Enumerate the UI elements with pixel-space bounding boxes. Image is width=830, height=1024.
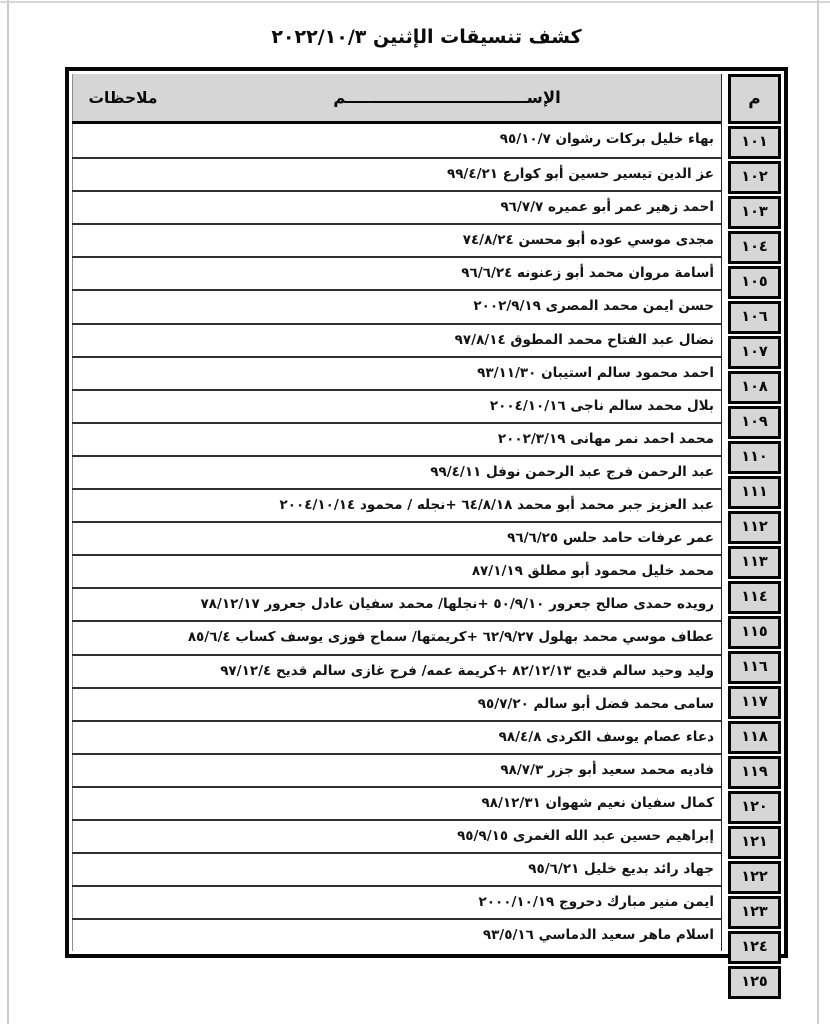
serial-cell: ١٠٤ (728, 231, 781, 264)
table-row (72, 687, 721, 720)
name-column-header: الإســــــــــــــــــــــــــــــــم (333, 88, 561, 107)
notes-cell (72, 391, 173, 422)
name-cell: دعاء عصام يوسف الكردى ٩٨/٤/٨ (498, 728, 714, 745)
notes-cell (72, 689, 173, 720)
notes-cell (72, 258, 173, 289)
serial-cell: ١٢٠ (728, 791, 781, 824)
notes-cell (72, 159, 173, 190)
serial-cell: ١٠٣ (728, 196, 781, 229)
name-cell: وليد وحيد سالم قديح ٨٢/١٢/١٣ +كريمة عمه/ فرح غازى سالم قديح ٩٧/١٢/٤ (220, 662, 714, 679)
serial-cell: ١٠٨ (728, 371, 781, 404)
notes-cell (72, 589, 173, 620)
table-row (72, 786, 721, 819)
serial-cell: ١٠٩ (728, 406, 781, 439)
table-header-row (72, 74, 721, 124)
name-cell: نضال عبد الفتاح محمد المطوق ٩٧/٨/١٤ (454, 331, 714, 348)
table-row (72, 885, 721, 918)
document-title: كشف تنسيقات الإثنين ٢٠٢٢/١٠/٣ (271, 26, 582, 48)
notes-cell (72, 457, 173, 488)
name-cell: كمال سفيان نعيم شهوان ٩٨/١٢/٣١ (481, 794, 714, 811)
table-row (72, 488, 721, 521)
serial-cell: ١١٥ (728, 616, 781, 649)
serial-cell: ١٢٥ (728, 966, 781, 999)
name-cell: إبراهيم حسين عبد الله الغمرى ٩٥/٩/١٥ (457, 827, 714, 844)
serial-cell: ١٠٧ (728, 336, 781, 369)
notes-column-header: ملاحظات (72, 74, 173, 121)
name-notes-area (72, 74, 722, 951)
notes-cell (72, 622, 173, 653)
notes-cell (72, 291, 173, 322)
table-row (72, 356, 721, 389)
table-row (72, 289, 721, 322)
name-cell: ايمن منير مبارك دحروج ٢٠٠٠/١٠/١٩ (478, 894, 714, 911)
notes-cell (72, 821, 173, 852)
serial-cell: ١١٦ (728, 651, 781, 684)
notes-cell (72, 192, 173, 223)
scan-edge-right (817, 0, 819, 1024)
scan-edge-top (0, 1, 830, 3)
serial-cell: ١٠٢ (728, 161, 781, 194)
table-row (72, 620, 721, 653)
name-cell: عبد العزيز جبر محمد أبو محمد ٦٤/٨/١٨ +نجله / محمود ٢٠٠٤/١٠/١٤ (279, 497, 714, 514)
name-cell: أسامة مروان محمد أبو زعنونه ٩٦/٦/٢٤ (461, 265, 714, 282)
table-row (72, 918, 721, 951)
table-row (72, 720, 721, 753)
name-cell: عطاف موسي محمد بهلول ٦٢/٩/٢٧ +كريمتها/ سماح فوزى يوسف كساب ٨٥/٦/٤ (187, 629, 714, 646)
serial-cell: ١١٠ (728, 441, 781, 474)
table-row (72, 554, 721, 587)
table-row (72, 256, 721, 289)
serial-cell: ١١٨ (728, 721, 781, 754)
notes-cell (72, 755, 173, 786)
name-cell: جهاد رائد بديع خليل ٩٥/٦/٢١ (528, 861, 714, 878)
table-row (72, 323, 721, 356)
serial-cell: ١٢٢ (728, 861, 781, 894)
notes-cell (72, 656, 173, 687)
serial-cell: ١١١ (728, 476, 781, 509)
notes-cell (72, 556, 173, 587)
notes-cell (72, 325, 173, 356)
table-row (72, 753, 721, 786)
serial-cell: ١١٧ (728, 686, 781, 719)
notes-cell (72, 490, 173, 521)
serial-cell: ١٠١ (728, 126, 781, 159)
name-cell: بهاء خليل بركات رشوان ٩٥/١٠/٧ (499, 131, 714, 147)
serial-cell: ١١٤ (728, 581, 781, 614)
scan-edge-left (7, 0, 9, 1024)
serial-cell: ١١٩ (728, 756, 781, 789)
notes-cell (72, 424, 173, 455)
name-cell: سامى محمد فضل أبو سالم ٩٥/٧/٢٠ (477, 695, 714, 712)
notes-cell (72, 225, 173, 256)
name-cell: رويده حمدى صالح جعرور ٥٠/٩/١٠ +نجلها/ محمد سفيان عادل جعرور ٧٨/١٢/١٧ (200, 596, 714, 613)
serial-column-header: م (728, 74, 781, 124)
name-cell: احمد محمود سالم استيبان ٩٣/١١/٣٠ (477, 364, 714, 381)
name-cell: اسلام ماهر سعيد الدماسي ٩٣/٥/١٦ (482, 927, 714, 944)
table-row (72, 521, 721, 554)
table-row (72, 819, 721, 852)
notes-cell (72, 722, 173, 753)
name-cell: بلال محمد سالم ناجى ٢٠٠٤/١٠/١٦ (489, 397, 714, 414)
serial-cell: ١٢٤ (728, 931, 781, 964)
notes-cell (72, 854, 173, 885)
name-cell: عمر عرفات حامد حلس ٩٦/٦/٢٥ (507, 530, 714, 547)
notes-cell (72, 124, 173, 157)
table-row (72, 422, 721, 455)
table-row (72, 124, 721, 157)
notes-cell (72, 358, 173, 389)
serial-column (728, 74, 781, 1001)
notes-cell (72, 887, 173, 918)
serial-cell: ١٢١ (728, 826, 781, 859)
table-row (72, 455, 721, 488)
table-body (72, 124, 721, 951)
name-cell: محمد خليل محمود أبو مطلق ٨٧/١/١٩ (471, 563, 714, 580)
coordination-table (65, 67, 788, 990)
table-row (72, 223, 721, 256)
name-cell: عز الدين تيسير حسين أبو كوارع ٩٩/٤/٢١ (446, 166, 714, 183)
table-row (72, 852, 721, 885)
notes-cell (72, 523, 173, 554)
name-cell: عبد الرحمن فرج عبد الرحمن نوفل ٩٩/٤/١١ (430, 463, 714, 480)
serial-cell: ١١٣ (728, 546, 781, 579)
table-row (72, 157, 721, 190)
serial-cell: ١٠٦ (728, 301, 781, 334)
name-cell: محمد احمد نمر مهانى ٢٠٠٢/٣/١٩ (497, 430, 714, 447)
table-row (72, 587, 721, 620)
name-cell: مجدى موسي عوده أبو محسن ٧٤/٨/٢٤ (462, 232, 714, 249)
notes-cell (72, 788, 173, 819)
name-cell: فاديه محمد سعيد أبو جزر ٩٨/٧/٣ (500, 761, 714, 778)
notes-cell (72, 920, 173, 951)
serial-cell: ١١٢ (728, 511, 781, 544)
name-cell: حسن ايمن محمد المصرى ٢٠٠٢/٩/١٩ (473, 298, 714, 315)
name-cell: احمد زهير عمر أبو عميره ٩٦/٧/٧ (500, 199, 714, 216)
serial-cell: ١٢٣ (728, 896, 781, 929)
serial-cell: ١٠٥ (728, 266, 781, 299)
table-row (72, 190, 721, 223)
table-row (72, 389, 721, 422)
table-row (72, 654, 721, 687)
